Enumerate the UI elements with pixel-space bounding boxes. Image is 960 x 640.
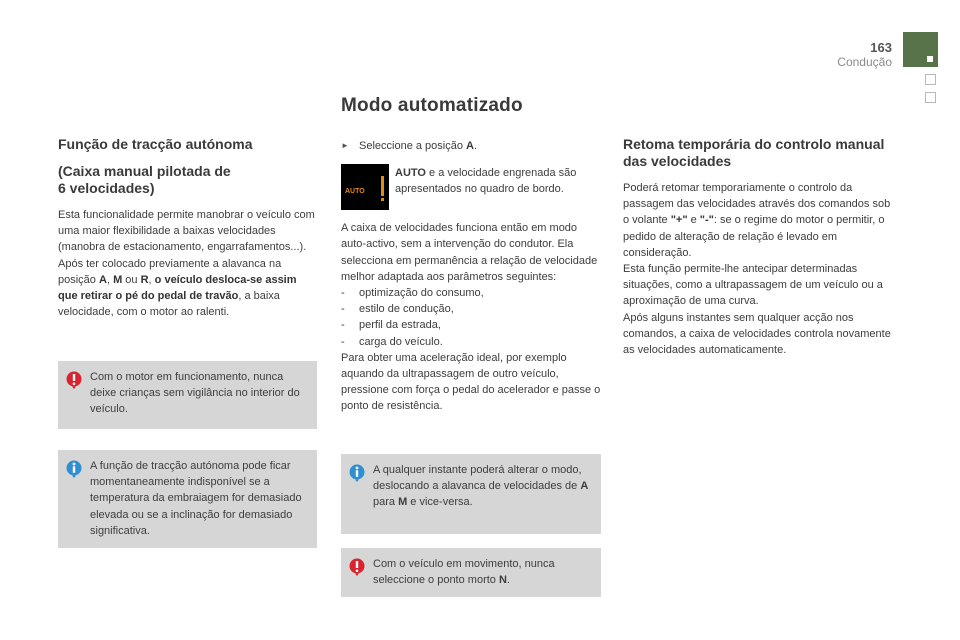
- left-heading: Função de tracção autónoma: [58, 136, 253, 152]
- list-item-text: optimização do consumo,: [359, 287, 484, 300]
- left-subheading: [58, 163, 316, 197]
- note3-position-m: M: [398, 496, 408, 509]
- right-para1-part: Poderá retomar temporariamente o controlo da passagem das velocidades através dos comandos sob o volante: [623, 182, 891, 227]
- bullet-position: A: [466, 140, 474, 152]
- info-icon: [349, 464, 365, 482]
- section-name: Condução: [837, 55, 892, 69]
- list-item: [341, 301, 603, 317]
- middle-column: [341, 136, 603, 415]
- position-a: A: [98, 273, 107, 286]
- info-note: [58, 450, 317, 548]
- gear-indicator-dot: [381, 198, 384, 201]
- left-para-text2: Após ter colocado previamente a alavanca na posição: [58, 257, 282, 286]
- plus-control: "+": [670, 214, 688, 227]
- list-item: [341, 317, 603, 333]
- middle-paragraph: A caixa de velocidades funciona então em modo auto-activo, sem a intervenção do condutor. Ela selecciona em permanência a relação de velocidade melhor adaptada aos parâmetros seguintes:: [341, 222, 598, 283]
- middle-paragraph-2: Para obter uma aceleração ideal, por exemplo aquando da ultrapassagem de outro veículo, pressione com força o pedal do acelerador e passe o ponto de resistência.: [341, 351, 601, 413]
- left-column: [58, 136, 316, 320]
- left-para-text1: Esta funcionalidade permite manobrar o veículo com uma maior flexibilidade a baixas velocidades (manobra de estacionamento, engarrafamentos...).: [58, 209, 315, 254]
- separator: ou: [122, 273, 141, 286]
- list-item: [341, 285, 603, 301]
- note3-text: [373, 462, 591, 511]
- gear-indicator: [381, 176, 384, 196]
- minus-control: "-": [699, 214, 714, 227]
- right-para1-part: : se o regime do motor o permitir, o pedido de alteração de relação é levado em consideração.: [623, 214, 885, 259]
- list-item: [341, 334, 603, 350]
- note3-position-a: A: [580, 480, 589, 493]
- left-paragraph: [58, 207, 316, 320]
- info-icon: [66, 460, 82, 478]
- warning-icon: [349, 558, 365, 576]
- warning-icon: [66, 371, 82, 389]
- left-subheading-line1: (Caixa manual pilotada de: [58, 163, 231, 179]
- auto-label: AUTO: [395, 167, 426, 180]
- chapter-tab-active[interactable]: [903, 32, 938, 67]
- note3-part: e vice-versa.: [407, 496, 473, 509]
- left-para-end: , a baixa velocidade, com o motor ao ralenti.: [58, 290, 280, 319]
- right-para1-part: e: [687, 214, 700, 227]
- right-column: [623, 136, 891, 358]
- note1-text: Com o motor em funcionamento, nunca deixe crianças sem vigilância no interior do veículo.: [90, 371, 300, 416]
- list-item-text: carga do veículo.: [359, 335, 443, 348]
- note4-part: .: [506, 574, 510, 587]
- parameter-list: [341, 285, 603, 350]
- main-title: Modo automatizado: [341, 95, 523, 116]
- auto-description: [395, 164, 603, 210]
- auto-text: e a velocidade engrenada são apresentados no quadro de bordo.: [395, 167, 577, 196]
- note4-position-n: N: [498, 574, 507, 587]
- warning-note: [341, 548, 601, 597]
- right-heading: Retoma temporária do controlo manual das velocidades: [623, 136, 885, 169]
- bullet-text: [359, 138, 477, 154]
- list-dash: -: [341, 335, 345, 348]
- chapter-tab[interactable]: [925, 92, 936, 103]
- list-item-text: estilo de condução,: [359, 303, 454, 316]
- right-paragraph-2: Esta função permite-lhe antecipar determinadas situações, como a ultrapassagem de um veículo ou a aproximação de uma curva.: [623, 263, 883, 308]
- page-number: 163: [870, 40, 892, 55]
- info-note: [341, 454, 601, 534]
- separator: ,: [106, 273, 114, 286]
- bold-phrase: o veículo desloca-se assim que retirar o pé do pedal de travão: [58, 273, 297, 303]
- list-dash: -: [341, 319, 345, 332]
- position-m: M: [113, 273, 123, 286]
- dashboard-auto-display: [341, 164, 389, 210]
- note4-part: Com o veículo em movimento, nunca seleccione o ponto morto: [373, 558, 555, 587]
- arrow-bullet-icon: ►: [341, 141, 349, 150]
- note2-text: A função de tracção autónoma pode ficar momentaneamente indisponível se a temperatura da embraiagem for demasiado elevada ou se a inclinação for demasiado significativa.: [90, 460, 302, 537]
- auto-display-row: [341, 164, 603, 210]
- auto-display-text: AUTO: [345, 188, 365, 196]
- separator: ,: [148, 273, 155, 286]
- list-dash: -: [341, 303, 345, 316]
- bullet-label: Seleccione a posição: [359, 140, 467, 152]
- left-subheading-line2: 6 velocidades): [58, 180, 155, 196]
- chapter-tab[interactable]: [925, 74, 936, 85]
- note3-part: A qualquer instante poderá alterar o modo, deslocando a alavanca de velocidades de: [373, 464, 582, 493]
- tab-marker: [927, 56, 933, 62]
- note4-text: [373, 556, 591, 588]
- instruction-bullet: [341, 138, 603, 154]
- right-paragraph-1: [623, 180, 891, 261]
- list-item-text: perfil da estrada,: [359, 319, 441, 332]
- position-r: R: [140, 273, 149, 286]
- warning-note: [58, 361, 317, 429]
- list-dash: -: [341, 287, 345, 300]
- right-paragraph-3: Após alguns instantes sem qualquer acção nos comandos, a caixa de velocidades controla novamente as velocidades automaticamente.: [623, 311, 891, 357]
- bullet-end: .: [473, 140, 478, 152]
- note3-part: para: [373, 496, 399, 509]
